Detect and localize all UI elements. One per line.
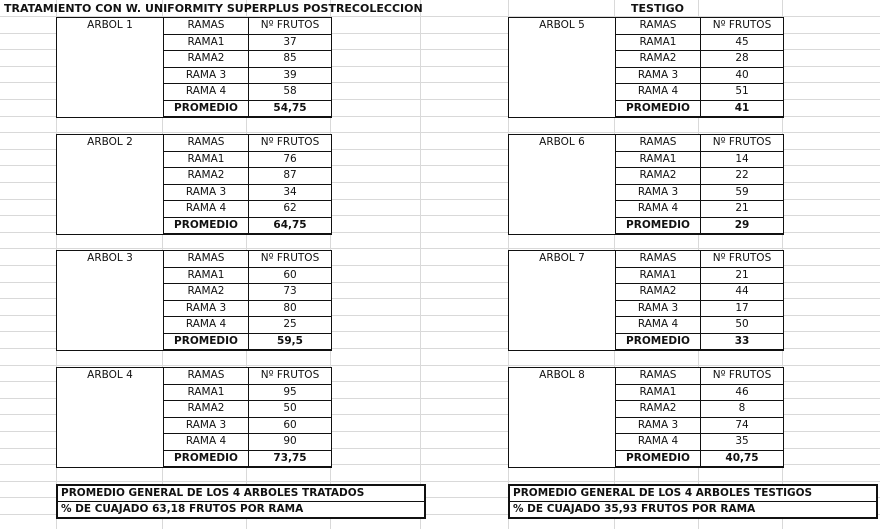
branch-name: RAMA1 (616, 34, 701, 51)
branch-name: RAMA 3 (164, 417, 249, 434)
fruit-count: 59 (701, 184, 784, 201)
tree-name: ARBOL 3 (57, 251, 164, 351)
tree-table (508, 134, 784, 235)
average-value: 41 (701, 100, 784, 117)
fruit-count: 85 (249, 51, 332, 68)
branch-name: RAMA 4 (616, 317, 701, 334)
treated-summary-average: PROMEDIO GENERAL DE LOS 4 ARBOLES TRATADOS (58, 486, 424, 502)
fruit-count: 28 (701, 51, 784, 68)
tree-name: ARBOL 5 (509, 18, 616, 118)
branch-name: RAMA2 (616, 51, 701, 68)
average-value: 73,75 (249, 450, 332, 467)
average-label: PROMEDIO (616, 450, 701, 467)
fruits-header: Nº FRUTOS (249, 368, 332, 385)
fruit-count: 17 (701, 300, 784, 317)
fruit-count: 51 (701, 84, 784, 101)
branch-name: RAMA2 (164, 168, 249, 185)
branch-name: RAMA 4 (616, 84, 701, 101)
fruits-header: Nº FRUTOS (249, 251, 332, 268)
branch-name: RAMA2 (164, 401, 249, 418)
tree-table (56, 367, 332, 468)
tree-name: ARBOL 8 (509, 368, 616, 468)
average-label: PROMEDIO (164, 100, 249, 117)
fruit-count: 21 (701, 201, 784, 218)
fruit-count: 74 (701, 417, 784, 434)
branch-name: RAMA 4 (164, 84, 249, 101)
fruit-count: 80 (249, 300, 332, 317)
branch-name: RAMA 3 (164, 67, 249, 84)
branch-name: RAMA2 (616, 284, 701, 301)
tree-header-row (509, 368, 784, 385)
fruit-count: 60 (249, 267, 332, 284)
tree-name: ARBOL 7 (509, 251, 616, 351)
tree-table (508, 250, 784, 351)
fruits-header: Nº FRUTOS (249, 18, 332, 35)
fruit-count: 44 (701, 284, 784, 301)
fruit-count: 62 (249, 201, 332, 218)
tree-name: ARBOL 1 (57, 18, 164, 118)
tree-header-row (509, 18, 784, 35)
tree-name: ARBOL 4 (57, 368, 164, 468)
treated-summary-box (56, 484, 426, 519)
average-value: 40,75 (701, 450, 784, 467)
fruit-count: 22 (701, 168, 784, 185)
branch-name: RAMA 3 (616, 67, 701, 84)
tree-header-row (57, 18, 332, 35)
fruits-header: Nº FRUTOS (249, 135, 332, 152)
branch-name: RAMA1 (616, 267, 701, 284)
fruit-count: 87 (249, 168, 332, 185)
fruit-count: 8 (701, 401, 784, 418)
treatment-title: TRATAMIENTO CON W. UNIFORMITY SUPERPLUS POSTRECOLECCION (4, 2, 423, 15)
branch-name: RAMA2 (616, 168, 701, 185)
average-value: 59,5 (249, 333, 332, 350)
average-value: 33 (701, 333, 784, 350)
branches-header: RAMAS (164, 135, 249, 152)
average-label: PROMEDIO (164, 217, 249, 234)
treated-summary-setting: % DE CUAJADO 63,18 FRUTOS POR RAMA (61, 503, 304, 515)
tree-header-row (57, 251, 332, 268)
branch-name: RAMA 4 (616, 434, 701, 451)
fruit-count: 45 (701, 34, 784, 51)
branches-header: RAMAS (616, 368, 701, 385)
branch-name: RAMA 3 (164, 300, 249, 317)
tree-header-row (509, 251, 784, 268)
fruit-count: 90 (249, 434, 332, 451)
tree-table (508, 367, 784, 468)
fruits-header: Nº FRUTOS (701, 18, 784, 35)
tree-name: ARBOL 2 (57, 135, 164, 235)
branch-name: RAMA 4 (164, 317, 249, 334)
tree-table (508, 17, 784, 118)
branch-name: RAMA2 (164, 284, 249, 301)
branch-name: RAMA 4 (164, 201, 249, 218)
tree-header-row (509, 135, 784, 152)
branch-name: RAMA 3 (164, 184, 249, 201)
branch-name: RAMA 4 (616, 201, 701, 218)
branches-header: RAMAS (616, 251, 701, 268)
control-summary-setting: % DE CUAJADO 35,93 FRUTOS POR RAMA (513, 503, 756, 515)
tree-table (56, 134, 332, 235)
tree-header-row (57, 368, 332, 385)
branches-header: RAMAS (164, 18, 249, 35)
fruit-count: 34 (249, 184, 332, 201)
fruit-count: 21 (701, 267, 784, 284)
control-title: TESTIGO (631, 2, 684, 15)
fruit-count: 39 (249, 67, 332, 84)
fruit-count: 58 (249, 84, 332, 101)
fruit-count: 95 (249, 384, 332, 401)
tree-header-row (57, 135, 332, 152)
control-summary-average: PROMEDIO GENERAL DE LOS 4 ARBOLES TESTIGOS (510, 486, 876, 502)
branch-name: RAMA 4 (164, 434, 249, 451)
average-label: PROMEDIO (164, 333, 249, 350)
branches-header: RAMAS (164, 251, 249, 268)
fruit-count: 37 (249, 34, 332, 51)
fruits-header: Nº FRUTOS (701, 368, 784, 385)
fruit-count: 76 (249, 151, 332, 168)
fruit-count: 60 (249, 417, 332, 434)
control-summary-box (508, 484, 878, 519)
fruit-count: 46 (701, 384, 784, 401)
branch-name: RAMA1 (164, 384, 249, 401)
fruit-count: 73 (249, 284, 332, 301)
fruits-header: Nº FRUTOS (701, 251, 784, 268)
branch-name: RAMA 3 (616, 300, 701, 317)
tree-table (56, 17, 332, 118)
average-value: 54,75 (249, 100, 332, 117)
average-value: 29 (701, 217, 784, 234)
branch-name: RAMA2 (164, 51, 249, 68)
fruit-count: 50 (701, 317, 784, 334)
average-label: PROMEDIO (164, 450, 249, 467)
branch-name: RAMA1 (616, 151, 701, 168)
fruits-header: Nº FRUTOS (701, 135, 784, 152)
branch-name: RAMA1 (164, 151, 249, 168)
branches-header: RAMAS (164, 368, 249, 385)
average-label: PROMEDIO (616, 217, 701, 234)
branch-name: RAMA 3 (616, 184, 701, 201)
average-value: 64,75 (249, 217, 332, 234)
tree-name: ARBOL 6 (509, 135, 616, 235)
branch-name: RAMA1 (164, 34, 249, 51)
fruit-count: 35 (701, 434, 784, 451)
branch-name: RAMA1 (616, 384, 701, 401)
branches-header: RAMAS (616, 135, 701, 152)
tree-table (56, 250, 332, 351)
average-label: PROMEDIO (616, 100, 701, 117)
fruit-count: 40 (701, 67, 784, 84)
branches-header: RAMAS (616, 18, 701, 35)
fruit-count: 25 (249, 317, 332, 334)
branch-name: RAMA 3 (616, 417, 701, 434)
average-label: PROMEDIO (616, 333, 701, 350)
branch-name: RAMA1 (164, 267, 249, 284)
fruit-count: 14 (701, 151, 784, 168)
fruit-count: 50 (249, 401, 332, 418)
branch-name: RAMA2 (616, 401, 701, 418)
